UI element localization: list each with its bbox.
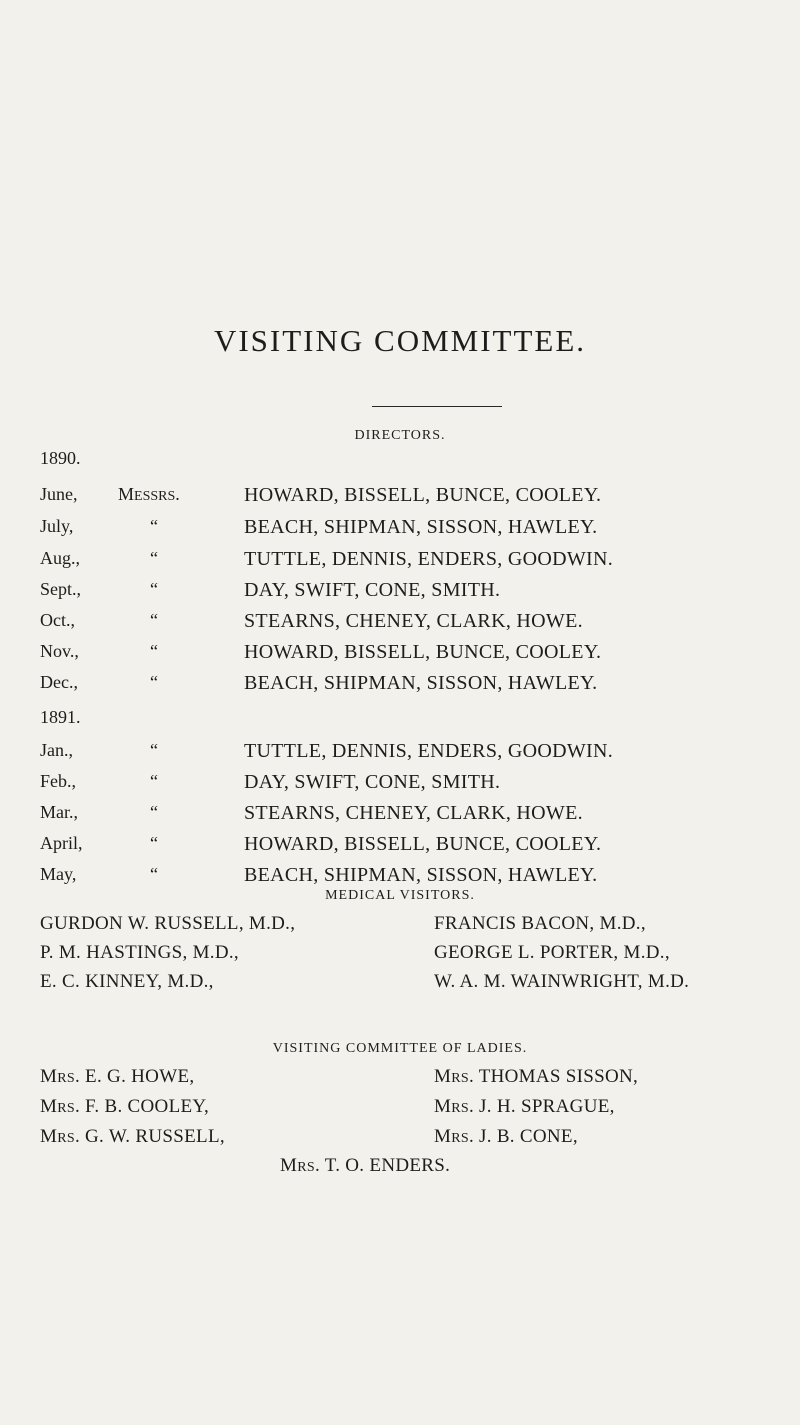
row-month: Feb., [40, 771, 76, 791]
row-month: Dec., [40, 672, 78, 692]
ladies-committee-heading: VISITING COMMITTEE OF LADIES. [272, 1041, 528, 1056]
row-names: STEARNS, CHENEY, CLARK, HOWE. [244, 802, 583, 824]
medical-visitor: FRANCIS BACON, M.D., [434, 913, 646, 934]
row-prefix: “ [150, 516, 158, 536]
medical-visitor: E. C. KINNEY, M.D., [40, 971, 214, 992]
row-prefix: “ [150, 579, 158, 599]
lady-visitor: MRS. T. O. ENDERS. [280, 1155, 451, 1176]
lady-visitor: MRS. J. H. SPRAGUE, [434, 1096, 615, 1117]
row-names: BEACH, SHIPMAN, SISSON, HAWLEY. [244, 864, 598, 886]
row-prefix: MESSRS. [118, 484, 180, 504]
row-names: BEACH, SHIPMAN, SISSON, HAWLEY. [244, 672, 598, 694]
medical-visitors-heading: MEDICAL VISITORS. [325, 888, 475, 903]
row-month: Aug., [40, 548, 80, 568]
row-names: HOWARD, BISSELL, BUNCE, COOLEY. [244, 641, 602, 663]
directors-heading: DIRECTORS. [354, 428, 446, 443]
row-prefix: “ [150, 833, 158, 853]
row-prefix: “ [150, 740, 158, 760]
row-names: TUTTLE, DENNIS, ENDERS, GOODWIN. [244, 740, 613, 762]
year-1890: 1890. [40, 448, 81, 468]
row-month: June, [40, 484, 78, 504]
row-names: HOWARD, BISSELL, BUNCE, COOLEY. [244, 484, 602, 506]
medical-visitor: GEORGE L. PORTER, M.D., [434, 942, 670, 963]
row-names: TUTTLE, DENNIS, ENDERS, GOODWIN. [244, 548, 613, 570]
row-month: April, [40, 833, 83, 853]
page-title: VISITING COMMITTEE. [213, 323, 587, 358]
title-divider [372, 406, 502, 407]
row-prefix: “ [150, 610, 158, 630]
row-month: Sept., [40, 579, 82, 599]
lady-visitor: MRS. J. B. CONE, [434, 1126, 578, 1147]
medical-visitor: GURDON W. RUSSELL, M.D., [40, 913, 296, 934]
row-names: STEARNS, CHENEY, CLARK, HOWE. [244, 610, 583, 632]
lady-visitor: MRS. THOMAS SISSON, [434, 1066, 639, 1087]
row-prefix: “ [150, 802, 158, 822]
row-names: DAY, SWIFT, CONE, SMITH. [244, 579, 501, 601]
row-month: Oct., [40, 610, 75, 630]
row-month: Nov., [40, 641, 79, 661]
row-names: BEACH, SHIPMAN, SISSON, HAWLEY. [244, 516, 598, 538]
medical-visitor: W. A. M. WAINWRIGHT, M.D. [434, 971, 690, 992]
row-month: July, [40, 516, 74, 536]
row-names: HOWARD, BISSELL, BUNCE, COOLEY. [244, 833, 602, 855]
medical-visitor: P. M. HASTINGS, M.D., [40, 942, 239, 963]
row-prefix: “ [150, 641, 158, 661]
row-prefix: “ [150, 771, 158, 791]
year-1891: 1891. [40, 707, 81, 727]
lady-visitor: MRS. F. B. COOLEY, [40, 1096, 210, 1117]
lady-visitor: MRS. E. G. HOWE, [40, 1066, 195, 1087]
row-prefix: “ [150, 672, 158, 692]
row-month: Jan., [40, 740, 73, 760]
row-names: DAY, SWIFT, CONE, SMITH. [244, 771, 501, 793]
row-prefix: “ [150, 864, 158, 884]
lady-visitor: MRS. G. W. RUSSELL, [40, 1126, 225, 1147]
row-month: Mar., [40, 802, 78, 822]
row-prefix: “ [150, 548, 158, 568]
row-month: May, [40, 864, 77, 884]
